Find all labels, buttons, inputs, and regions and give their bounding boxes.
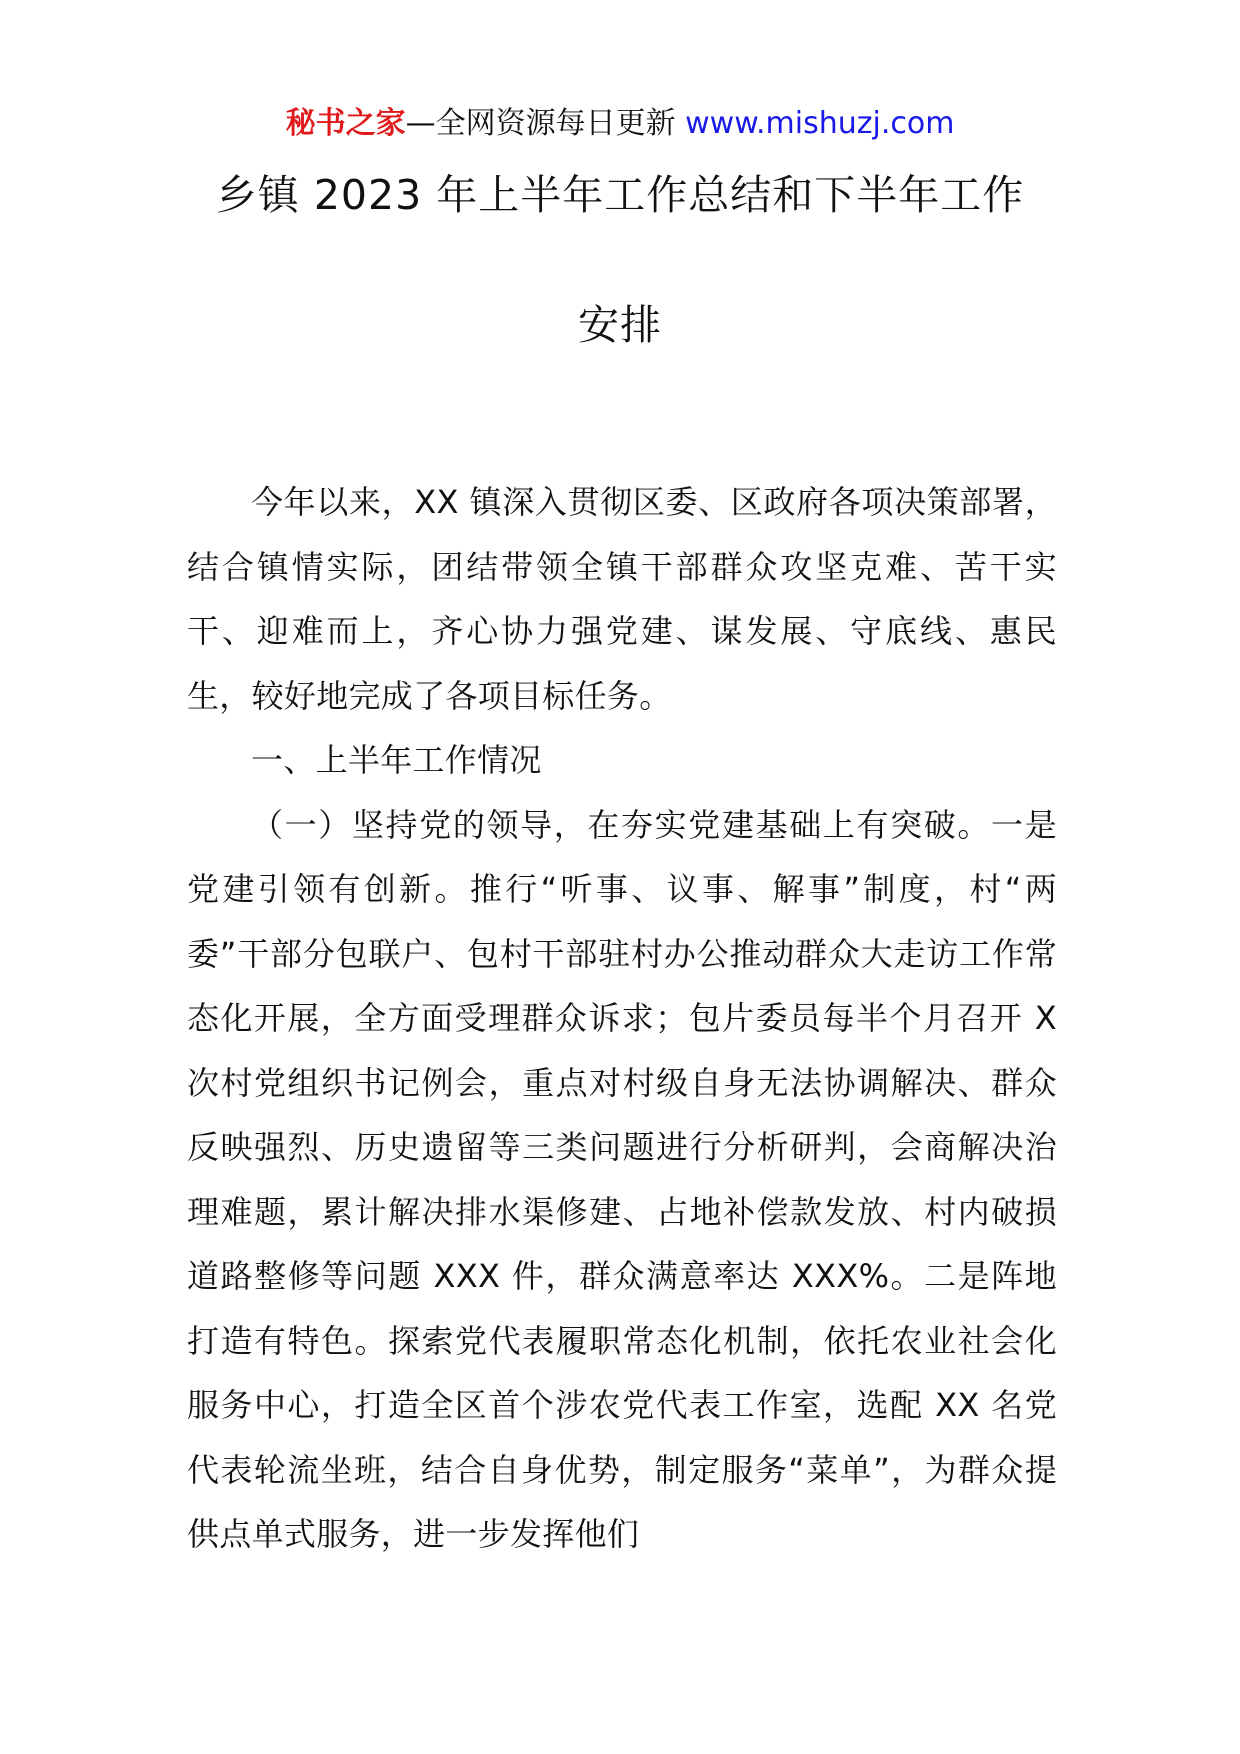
section-heading: 一、上半年工作情况 (251, 741, 542, 779)
document-title-line-2: 安排 (578, 301, 662, 349)
site-tagline: —全网资源每日更新 (405, 106, 686, 141)
document-body (187, 470, 1057, 1567)
document-title-line-1: 乡镇 2023 年上半年工作总结和下半年工作 (215, 171, 1025, 219)
site-header (0, 102, 1240, 146)
intro-paragraph: 今年以来，XX 镇深入贯彻区委、区政府各项决策部署，结合镇情实际，团结带领全镇干部群众攻坚克难、苦干实干、迎难而上，齐心协力强党建、谋发展、守底线、惠民生，较好地完成了各项目标任务。 (187, 483, 1057, 715)
site-url-link[interactable]: www.mishuzj.com (685, 106, 955, 141)
site-brand: 秘书之家 (285, 106, 406, 141)
subsection-paragraph: （一）坚持党的领导，在夯实党建基础上有突破。一是党建引领有创新。推行“听事、议事、解事”制度，村“两委”干部分包联户、包村干部驻村办公推动群众大走访工作常态化开展，全方面受理群众诉求；包片委员每半个月召开 X 次村党组织书记例会，重点对村级自身无法协调解决、群众反映强烈、历史遗留等三类问题进行分析研判，会商解决治理难题，累计解决排水渠修建、占地补偿款发放、村内破损道路整修等问题 XXX 件，群众满意率达 XXX%。二是阵地打造有特色。探索党代表履职常态化机制，依托农业社会化服务中心，打造全区首个涉农党代表工作室，选配 XX 名党代表轮流坐班，结合自身优势，制定服务“菜单”，为群众提供点单式服务，进一步发挥他们 (187, 805, 1057, 1553)
